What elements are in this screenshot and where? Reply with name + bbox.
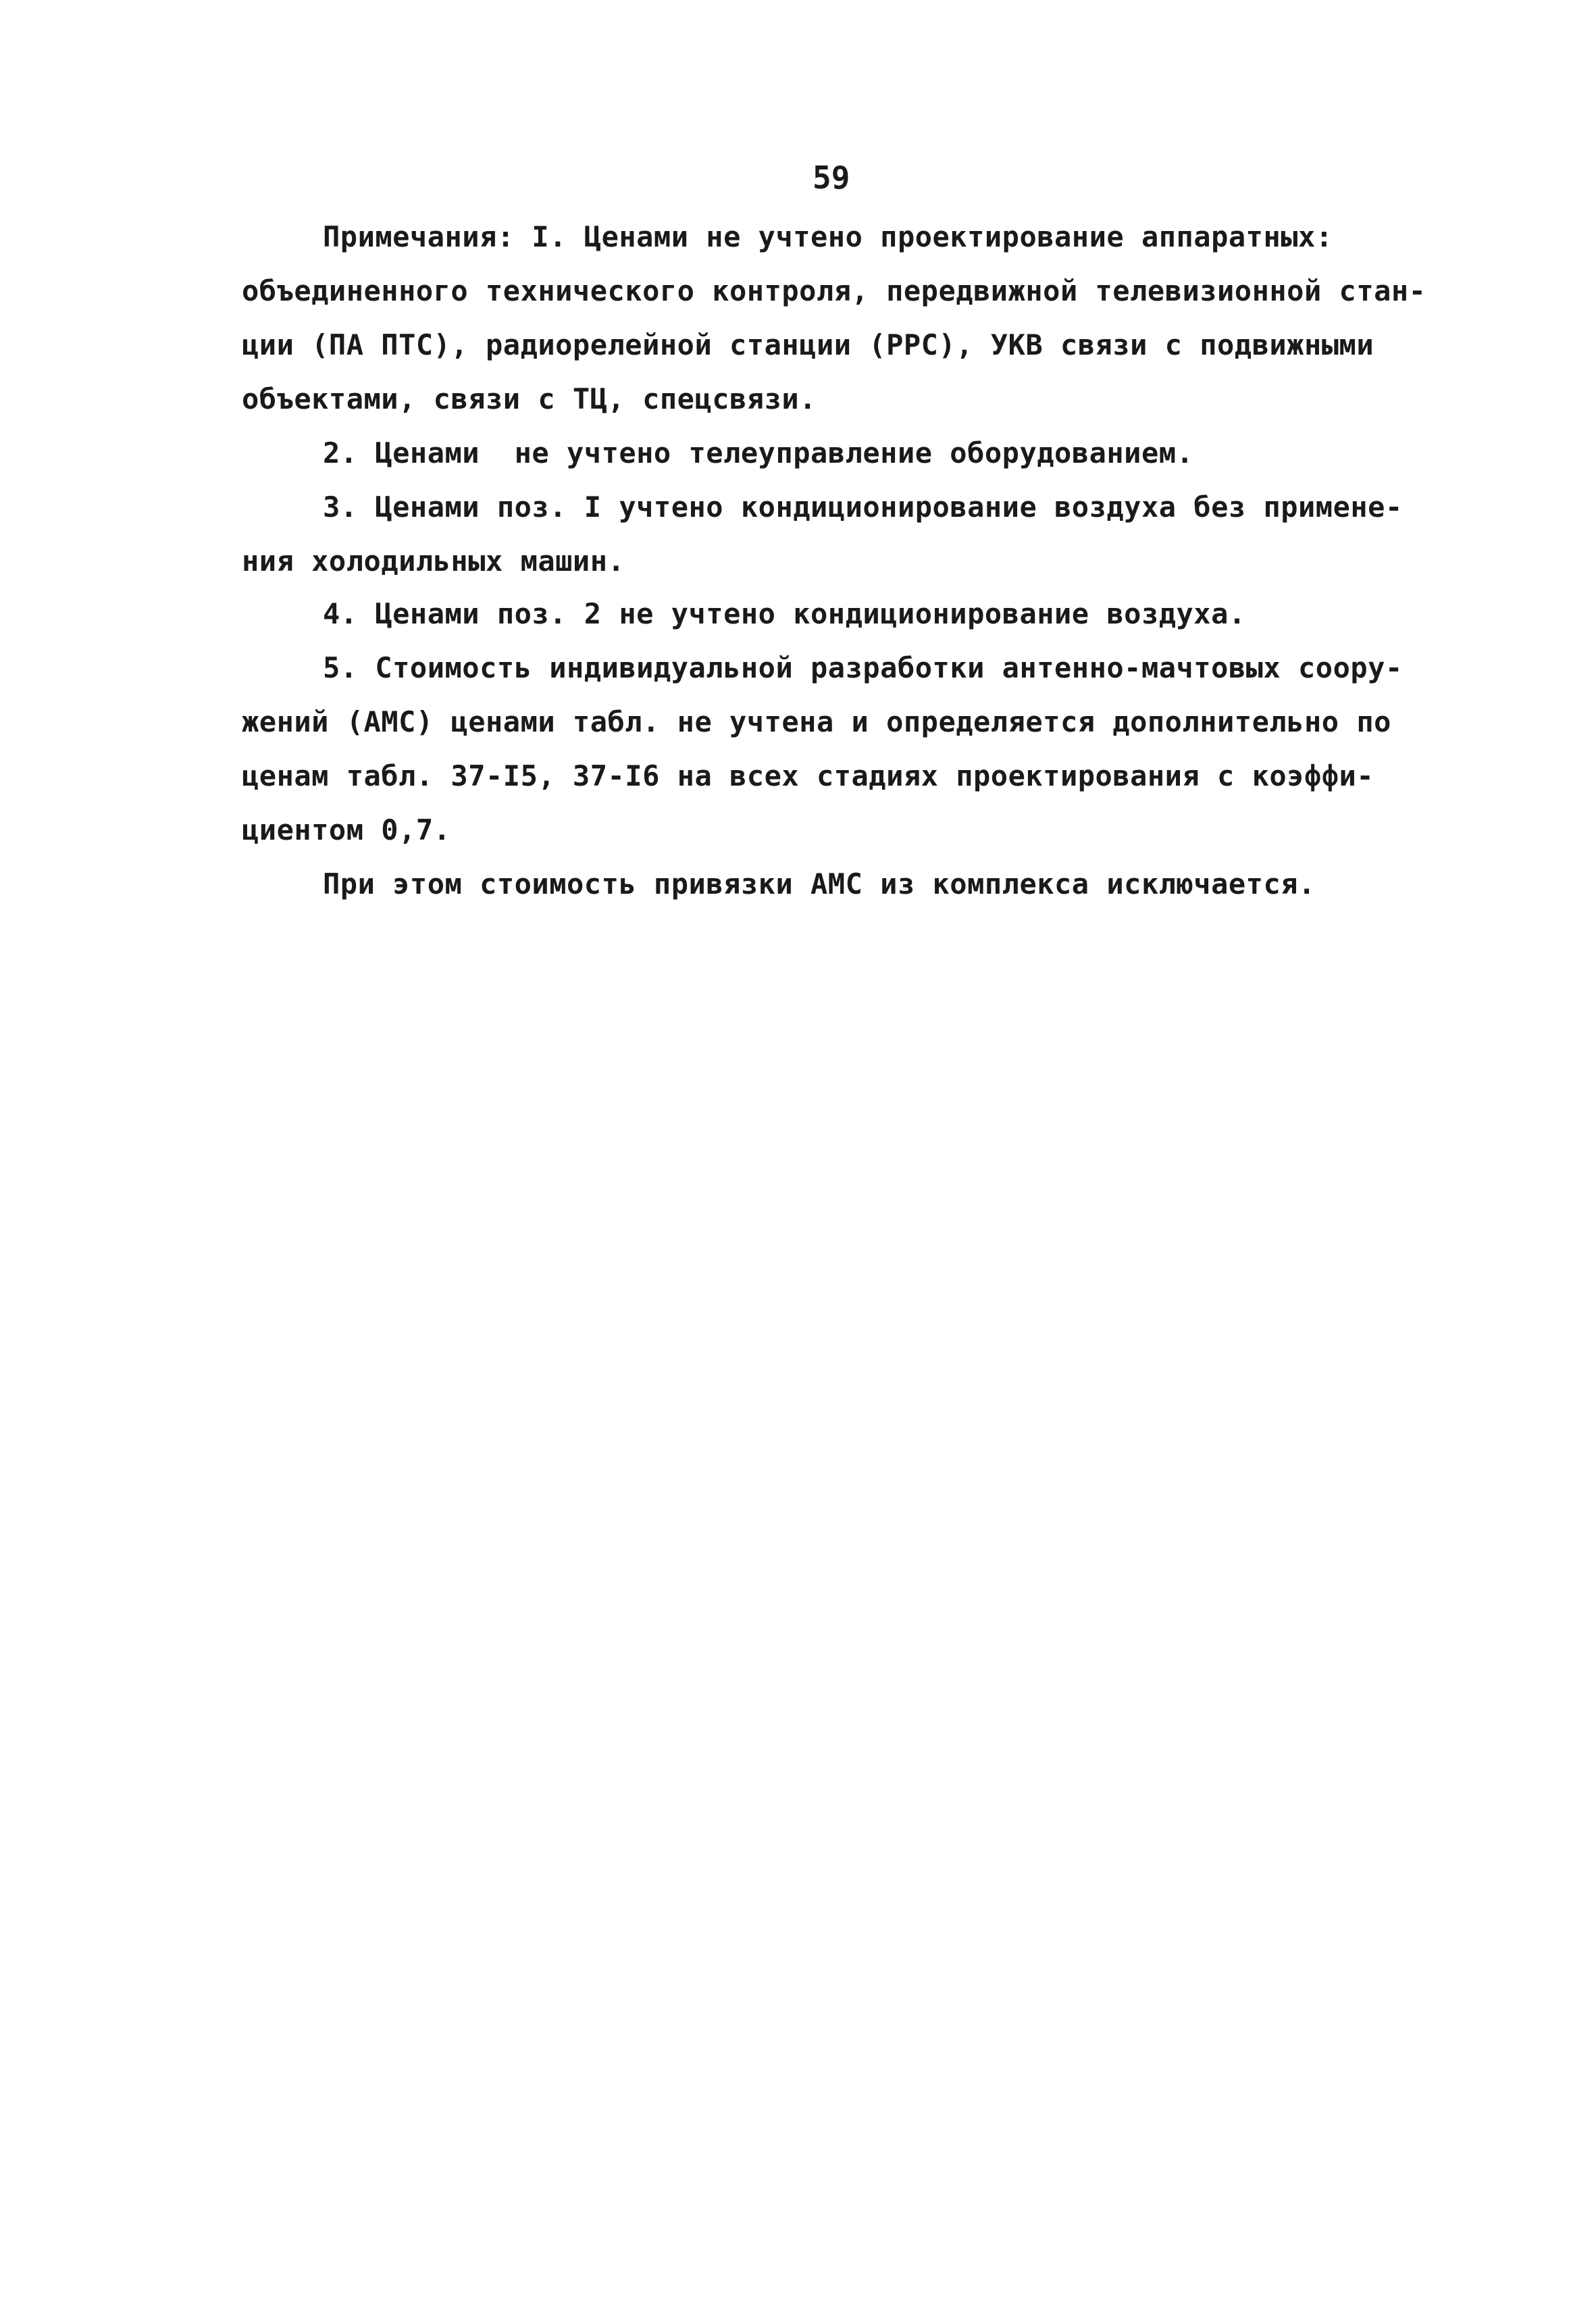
note-line-12: циентом 0,7. (242, 813, 451, 846)
note-line-8: 4. Ценами поз. 2 не учтено кондиционирование воздуха. (323, 597, 1246, 630)
note-line-4: объектами, связи с ТЦ, спецсвязи. (242, 382, 817, 415)
note-line-2: объединенного технического контроля, передвижной телевизионной стан- (242, 274, 1426, 307)
note-line-9: 5. Стоимость индивидуальной разработки антенно-мачтовых соору- (323, 651, 1403, 684)
page-number: 59 (813, 159, 850, 196)
note-line-3: ции (ПА ПТС), радиорелейной станции (РРС), УКВ связи с подвижными (242, 328, 1374, 361)
note-line-10: жений (АМС) ценами табл. не учтена и определяется дополнительно по (242, 705, 1391, 738)
note-line-13: При этом стоимость привязки АМС из комплекса исключается. (323, 867, 1316, 900)
note-line-1: Примечания: I. Ценами не учтено проектирование аппаратных: (323, 220, 1333, 253)
note-line-5: 2. Ценами не учтено телеуправление оборудованием. (323, 436, 1194, 469)
note-line-7: ния холодильных машин. (242, 544, 625, 578)
note-line-6: 3. Ценами поз. I учтено кондиционирование воздуха без примене- (323, 490, 1403, 524)
note-line-11: ценам табл. 37-I5, 37-I6 на всех стадиях проектирования с коэффи- (242, 759, 1374, 792)
